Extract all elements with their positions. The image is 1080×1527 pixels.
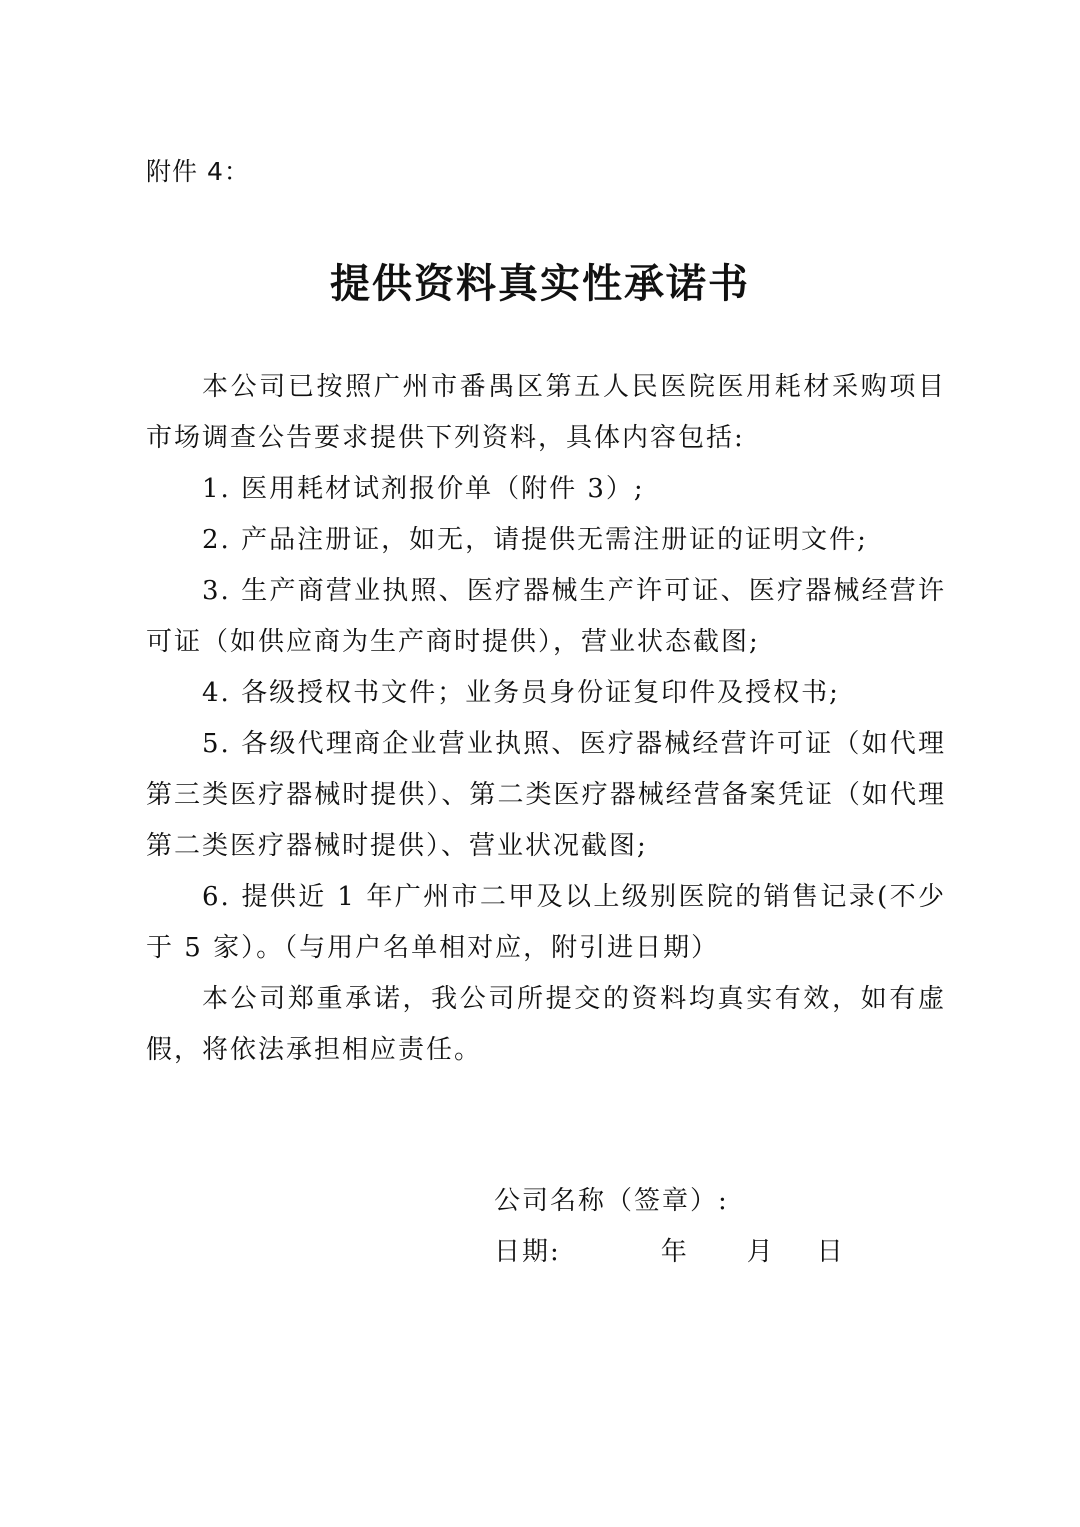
intro-paragraph: 本公司已按照广州市番禺区第五人民医院医用耗材采购项目市场调查公告要求提供下列资料，具体内容包括: bbox=[146, 372, 946, 453]
date-line bbox=[494, 1227, 845, 1278]
list-item-1: 1. 医用耗材试剂报价单（附件 3）; bbox=[202, 474, 645, 504]
year-label: 年 bbox=[660, 1237, 689, 1267]
day-label: 日 bbox=[816, 1237, 845, 1267]
date-label: 日期: bbox=[494, 1237, 561, 1267]
attachment-label: 附件 4： bbox=[146, 157, 250, 186]
list-item-2: 2. 产品注册证，如无，请提供无需注册证的证明文件; bbox=[202, 525, 868, 555]
list-item-6: 6. 提供近 1 年广州市二甲及以上级别医院的销售记录(不少于 5 家）。（与用户名单相对应，附引进日期） bbox=[146, 882, 946, 963]
document-body bbox=[146, 362, 946, 1076]
document-title: 提供资料真实性承诺书 bbox=[330, 260, 750, 307]
month-label: 月 bbox=[746, 1237, 775, 1267]
signature-block bbox=[494, 1176, 845, 1278]
list-item-3: 3. 生产商营业执照、医疗器械生产许可证、医疗器械经营许可证（如供应商为生产商时提供），营业状态截图; bbox=[146, 576, 946, 657]
commitment-paragraph: 本公司郑重承诺，我公司所提交的资料均真实有效，如有虚假，将依法承担相应责任。 bbox=[146, 984, 946, 1065]
company-name-label: 公司名称（签章）: bbox=[494, 1186, 729, 1216]
list-item-4: 4. 各级授权书文件；业务员身份证复印件及授权书; bbox=[202, 678, 840, 708]
list-item-5: 5. 各级代理商企业营业执照、医疗器械经营许可证（如代理第三类医疗器械时提供）、第二类医疗器械经营备案凭证（如代理第二类医疗器械时提供）、营业状况截图; bbox=[146, 729, 946, 861]
